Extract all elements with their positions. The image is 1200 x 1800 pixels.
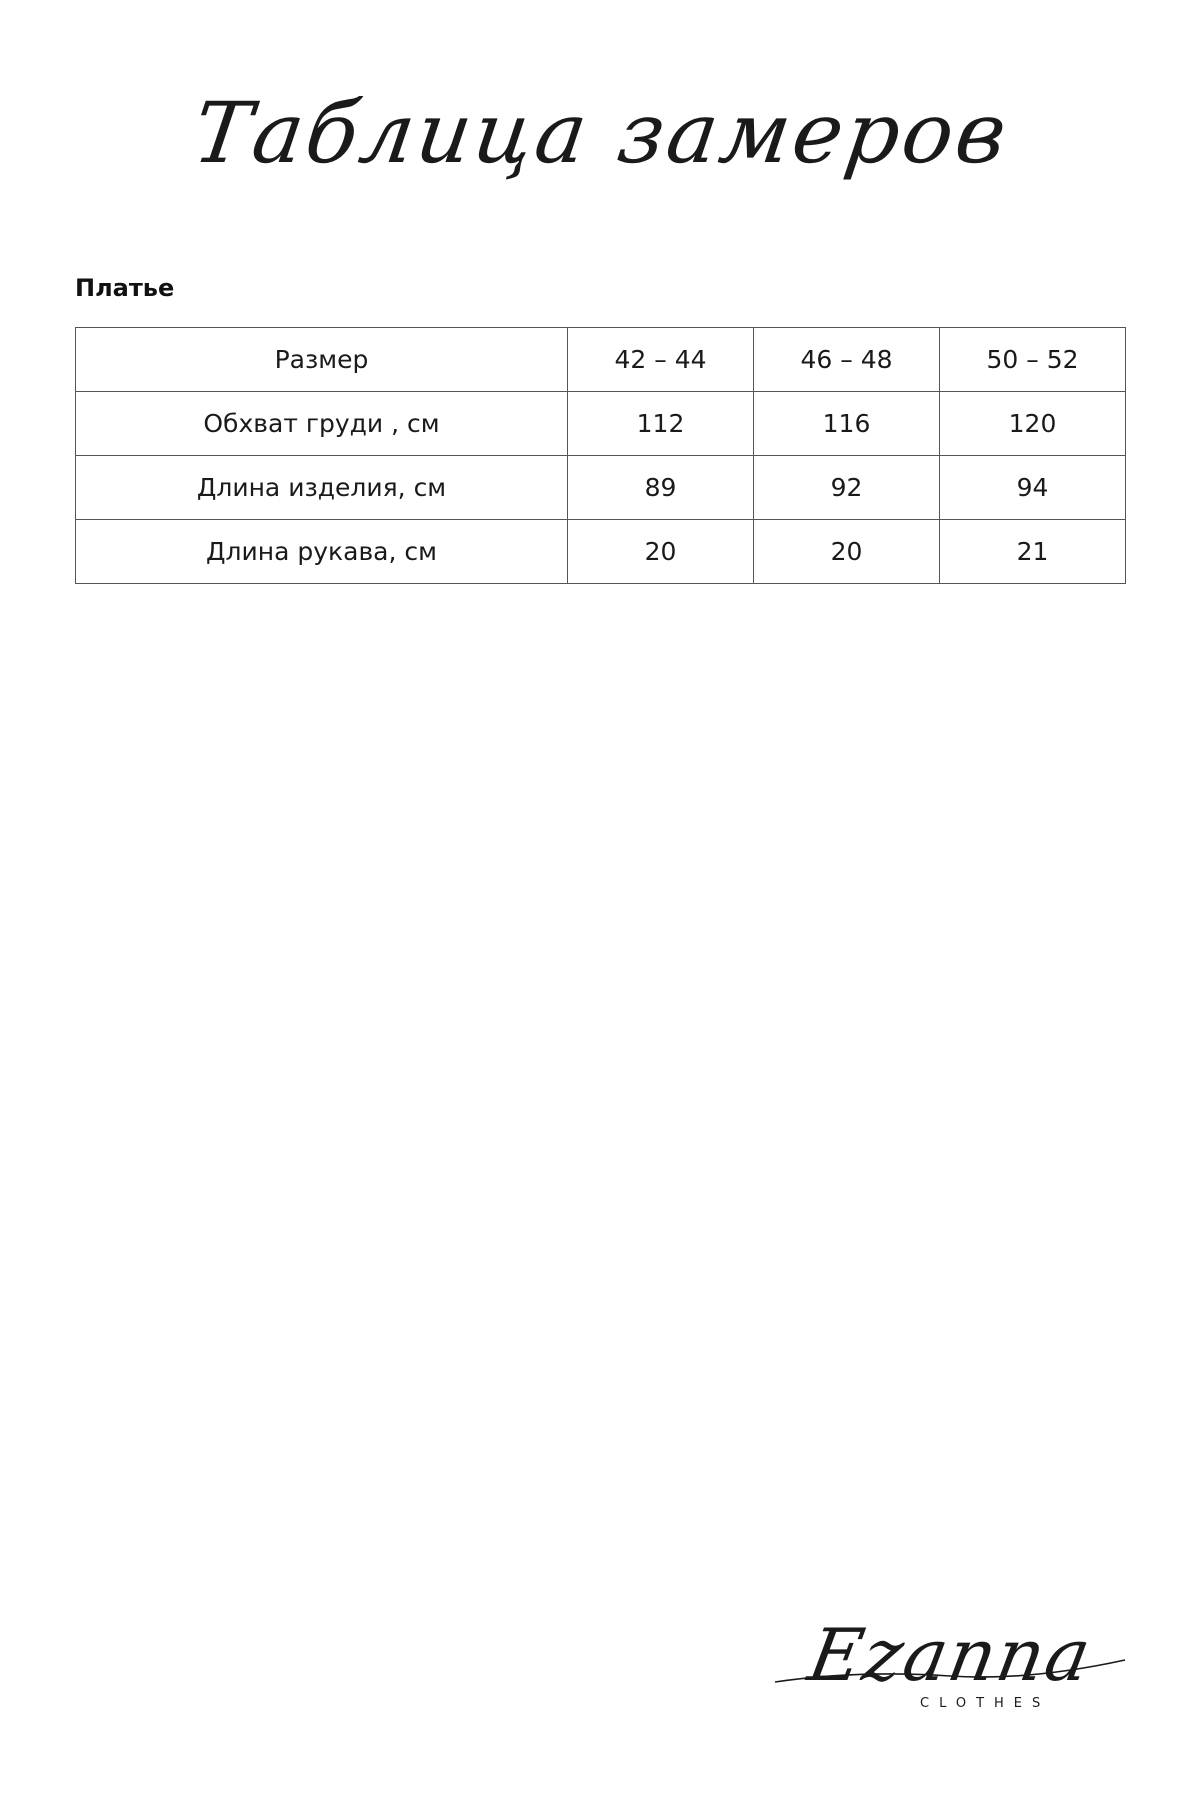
value-cell: 92 xyxy=(754,456,940,520)
header-size-cell: 46 – 48 xyxy=(754,328,940,392)
brand-logo xyxy=(770,1600,1140,1750)
value-cell: 112 xyxy=(568,392,754,456)
row-label-cell: Длина рукава, см xyxy=(76,520,568,584)
row-label-cell: Обхват груди , см xyxy=(76,392,568,456)
table-header-row xyxy=(76,328,1126,392)
value-cell: 120 xyxy=(940,392,1126,456)
table-row xyxy=(76,392,1126,456)
value-cell: 116 xyxy=(754,392,940,456)
table-row xyxy=(76,456,1126,520)
page-title: Таблица замеров xyxy=(187,84,1016,182)
header-size-cell: 42 – 44 xyxy=(568,328,754,392)
value-cell: 89 xyxy=(568,456,754,520)
table-row xyxy=(76,520,1126,584)
value-cell: 20 xyxy=(754,520,940,584)
logo-wordmark: Ezanna xyxy=(802,1613,1099,1697)
header-size-cell: 50 – 52 xyxy=(940,328,1126,392)
section-label: Платье xyxy=(75,274,175,302)
header-label-cell: Размер xyxy=(76,328,568,392)
value-cell: 21 xyxy=(940,520,1126,584)
value-cell: 20 xyxy=(568,520,754,584)
logo-tagline: CLOTHES xyxy=(920,1696,1051,1711)
row-label-cell: Длина изделия, см xyxy=(76,456,568,520)
size-table xyxy=(75,327,1126,584)
value-cell: 94 xyxy=(940,456,1126,520)
